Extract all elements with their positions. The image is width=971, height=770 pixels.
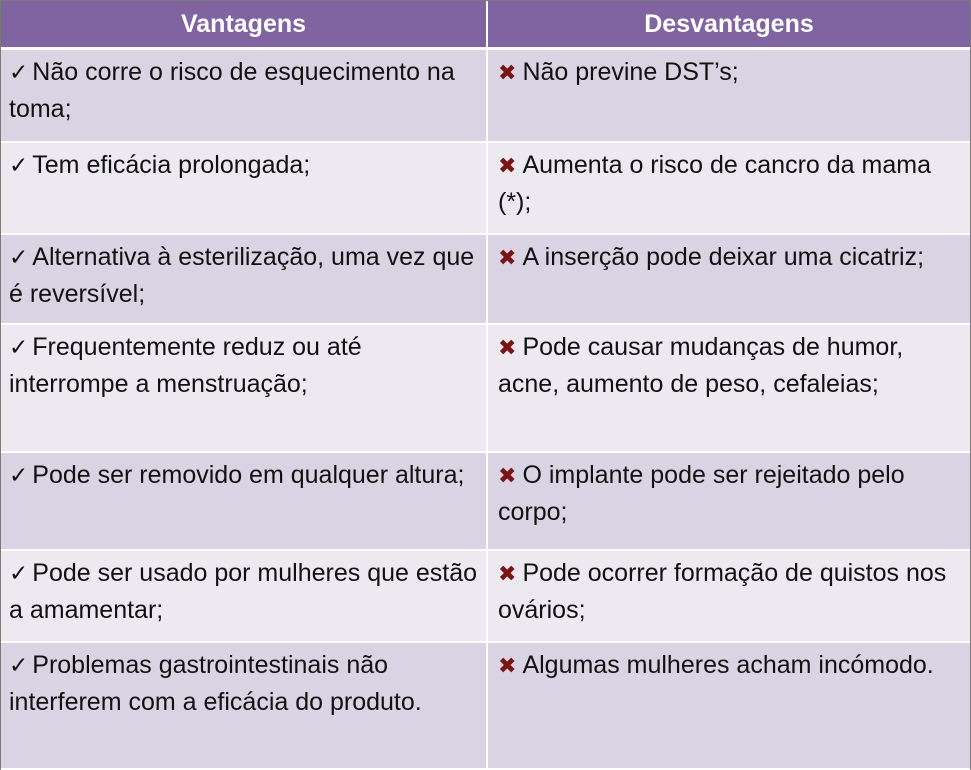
table-row (1, 550, 970, 642)
advantage-cell (1, 234, 487, 324)
disadvantage-text: Pode ocorrer formação de quistos nos ovários; (498, 558, 947, 624)
cross-icon: ✖ (498, 60, 517, 85)
disadvantage-text: Aumenta o risco de cancro da mama (*); (498, 150, 931, 216)
advantage-text: Alternativa à esterilização, uma vez que é reversível; (9, 242, 475, 308)
cross-icon: ✖ (498, 462, 517, 488)
cross-icon: ✖ (498, 334, 517, 360)
table-row (1, 642, 970, 769)
disadvantage-cell (487, 550, 970, 642)
checkmark-icon: ✓ (9, 59, 29, 85)
checkmark-icon: ✓ (9, 151, 29, 178)
advantage-cell (1, 452, 487, 550)
table-row (1, 324, 970, 452)
checkmark-icon: ✓ (9, 559, 29, 586)
checkmark-icon: ✓ (9, 651, 29, 678)
table-row (1, 49, 970, 142)
checkmark-icon: ✓ (9, 243, 29, 270)
disadvantage-cell (487, 142, 970, 234)
advantage-cell (1, 550, 487, 642)
checkmark-icon: ✓ (9, 461, 29, 488)
disadvantage-text: Pode causar mudanças de humor, acne, aumento de peso, cefaleias; (498, 332, 904, 398)
disadvantage-text: O implante pode ser rejeitado pelo corpo; (498, 460, 905, 526)
advantage-cell (1, 642, 487, 769)
header-vantagens: Vantagens (1, 1, 487, 49)
cross-icon: ✖ (498, 652, 517, 678)
pros-cons-table (1, 1, 970, 770)
advantage-text: Não corre o risco de esquecimento na toma; (9, 58, 455, 123)
cross-icon: ✖ (498, 152, 517, 178)
cross-icon: ✖ (498, 560, 517, 586)
advantage-cell (1, 49, 487, 142)
advantage-text: Tem eficácia prolongada; (32, 150, 311, 179)
disadvantage-text: Não previne DST’s; (522, 58, 739, 86)
disadvantage-text: A inserção pode deixar uma cicatriz; (522, 242, 925, 271)
advantage-cell (1, 142, 487, 234)
disadvantage-cell (487, 234, 970, 324)
checkmark-icon: ✓ (9, 333, 29, 360)
disadvantage-text: Algumas mulheres acham incómodo. (522, 650, 934, 679)
advantage-text: Frequentemente reduz ou até interrompe a menstruação; (9, 332, 362, 398)
table-row (1, 452, 970, 550)
table-row (1, 142, 970, 234)
header-row (1, 1, 970, 49)
table-row (1, 234, 970, 324)
cross-icon: ✖ (498, 244, 517, 270)
advantage-cell (1, 324, 487, 452)
advantage-text: Problemas gastrointestinais não interferem com a eficácia do produto. (9, 650, 422, 716)
disadvantage-cell (487, 49, 970, 142)
disadvantage-cell (487, 324, 970, 452)
disadvantage-cell (487, 452, 970, 550)
advantage-text: Pode ser usado por mulheres que estão a amamentar; (9, 558, 478, 624)
header-desvantagens: Desvantagens (487, 1, 970, 49)
advantage-text: Pode ser removido em qualquer altura; (32, 460, 465, 489)
disadvantage-cell (487, 642, 970, 769)
